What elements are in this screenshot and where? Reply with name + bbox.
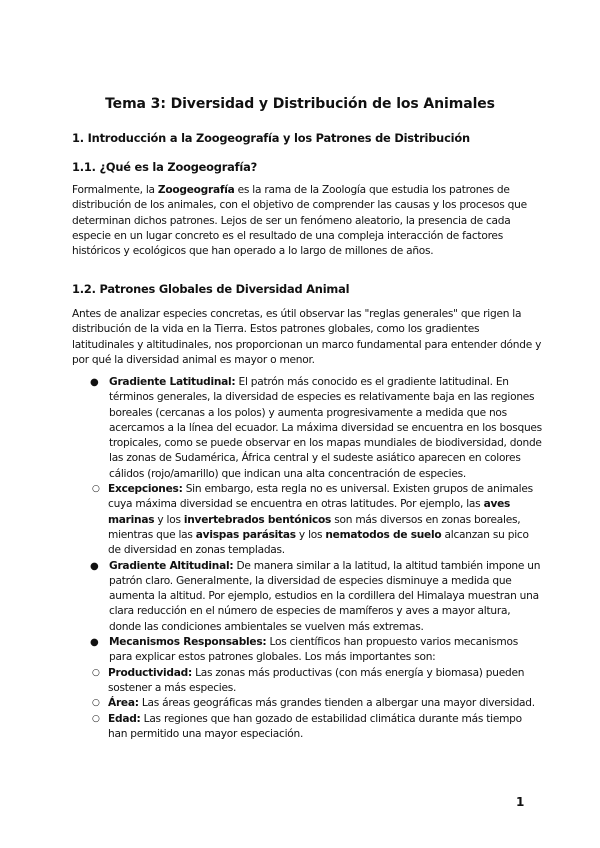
- list-item-mecanismos: ● Mecanismos Responsables: Los científicos han propuesto varios mecanismos para explicar estos patrones globales. Los más importantes son:: [90, 636, 518, 664]
- list-item-excepciones: ○ Excepciones: Sin embargo, esta regla no es universal. Existen grupos de animales cuya máxima diversidad se encuentra en otras latitudes. Por ejemplo, las aves marinas y los invertebrados bentónicos son más diversos en zonas boreales, mientras que las avispas parásitas y los nematodos de suelo alcanzan su pico de diversidad en zonas templadas.: [92, 483, 533, 557]
- list-item-productividad: ○ Productividad: Las zonas más productivas (con más energía y biomasa) pueden sostener a más especies.: [92, 666, 525, 694]
- bullet-icon: ●: [90, 637, 99, 649]
- document-title: Tema 3: Diversidad y Distribución de los Animales: [105, 96, 495, 112]
- bullet-icon: ●: [90, 377, 99, 388]
- list-item-area: ○ Área: Las áreas geográficas más grandes tienden a albergar una mayor diversidad.: [35, 696, 542, 711]
- sub-bullet-icon: ○: [92, 713, 100, 724]
- paragraph-zoogeografia: Formalmente, la Zoogeografía es la rama de la Zoología que estudia los patrones de distribución de los animales, con el objetivo de comprender las causas y los procesos que determinan dichos patrones. Lejos de ser un fenómeno aleatorio, la presencia de cada especie en un lugar concreto es el resultado de una compleja interacción de factores históricos y ecológicos que han operado a lo largo de millones de años.: [72, 184, 527, 258]
- paragraph-patrones: Antes de analizar especies concretas, es útil observar las "reglas generales" que rigen la distribución de la vida en la Tierra. Estos patrones globales, como los gradientes latitudinales y altitudinales, nos proporcionan un marco fundamental para entender dónde y por qué la diversidad animal es mayor o menor.: [72, 308, 542, 366]
- page-number: 1: [516, 795, 525, 809]
- sub-bullet-icon: ○: [92, 698, 100, 709]
- list-item-gradiente-altitudinal: ● Gradiente Altitudinal: De manera similar a la latitud, la altitud también impone un patrón claro. Generalmente, la diversidad de especies disminuye a medida que aumenta la altitud. Por ejemplo, estudios en la cordillera del Himalaya muestran una clara reducción en el número de especies de mamíferos y aves a mayor altura, donde las condiciones ambientales se vuelven más extremas.: [90, 559, 541, 633]
- sub-bullet-icon: ○: [92, 667, 100, 678]
- section-heading: 1. Introducción a la Zoogeografía y los Patrones de Distribución: [72, 131, 470, 145]
- list-item-edad: ○ Edad: Las regiones que han gozado de estabilidad climática durante más tiempo han permitido una mayor especiación.: [92, 712, 522, 740]
- sub-bullet-icon: ○: [92, 484, 100, 495]
- subsection-heading-1-2: 1.2. Patrones Globales de Diversidad Animal: [72, 282, 350, 296]
- list-item-gradiente-latitudinal: ● Gradiente Latitudinal: El patrón más conocido es el gradiente latitudinal. En términos generales, la diversidad de especies es relativamente baja en las regiones boreales (cercanas a los polos) y aumenta progresivamente a medida que nos acercamos a la línea del ecuador. La máxima diversidad se encuentra en los bosques tropicales, como se puede observar en los mapas mundiales de biodiversidad, donde las zonas de Sudamérica, África central y el sudeste asiático aparecen en colores cálidos (rojo/amarillo) que indican una alta concentración de especies.: [90, 376, 542, 480]
- bullet-list: [72, 375, 542, 742]
- bullet-icon: ●: [90, 560, 99, 572]
- subsection-heading-1-1: 1.1. ¿Qué es la Zoogeografía?: [72, 160, 258, 174]
